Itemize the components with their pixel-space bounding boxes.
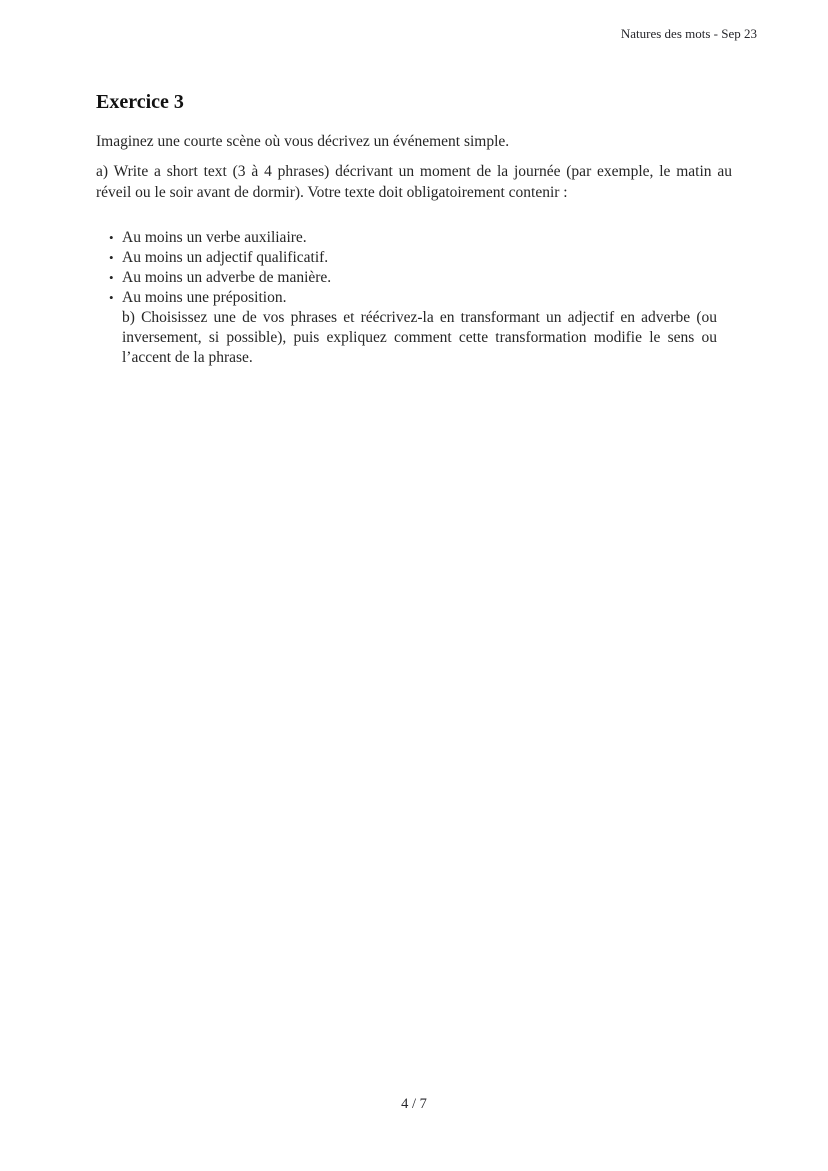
exercise-intro: Imaginez une courte scène où vous décrivez un événement simple.	[96, 133, 510, 150]
requirement-item: • Au moins une préposition.	[122, 288, 732, 308]
exercise-content	[96, 0, 732, 368]
requirement-item: • Au moins un adjectif qualificatif.	[122, 248, 732, 268]
requirement-item: • Au moins un adverbe de manière.	[122, 268, 732, 288]
exercise-part-b-instructions: b) Choisissez une de vos phrases et réécrivez-la en transformant un adjectif en adverbe (ou inversement, si possible), puis expliquez comment cette transformation modifie le sens ou l’accent de la phrase.	[122, 309, 717, 366]
requirements-list	[96, 228, 732, 308]
exercise-part-a-instructions: a) Write a short text (3 à 4 phrases) décrivant un moment de la journée (par exemple, le matin au réveil ou le soir avant de dormir). Votre texte doit obligatoirement contenir :	[96, 163, 732, 201]
page-number: 4 / 7	[401, 1096, 427, 1112]
requirement-item: • Au moins un verbe auxiliaire.	[122, 228, 732, 248]
exercise-title: Exercice 3	[96, 91, 184, 113]
document-header-date: Natures des mots - Sep 23	[620, 26, 757, 41]
